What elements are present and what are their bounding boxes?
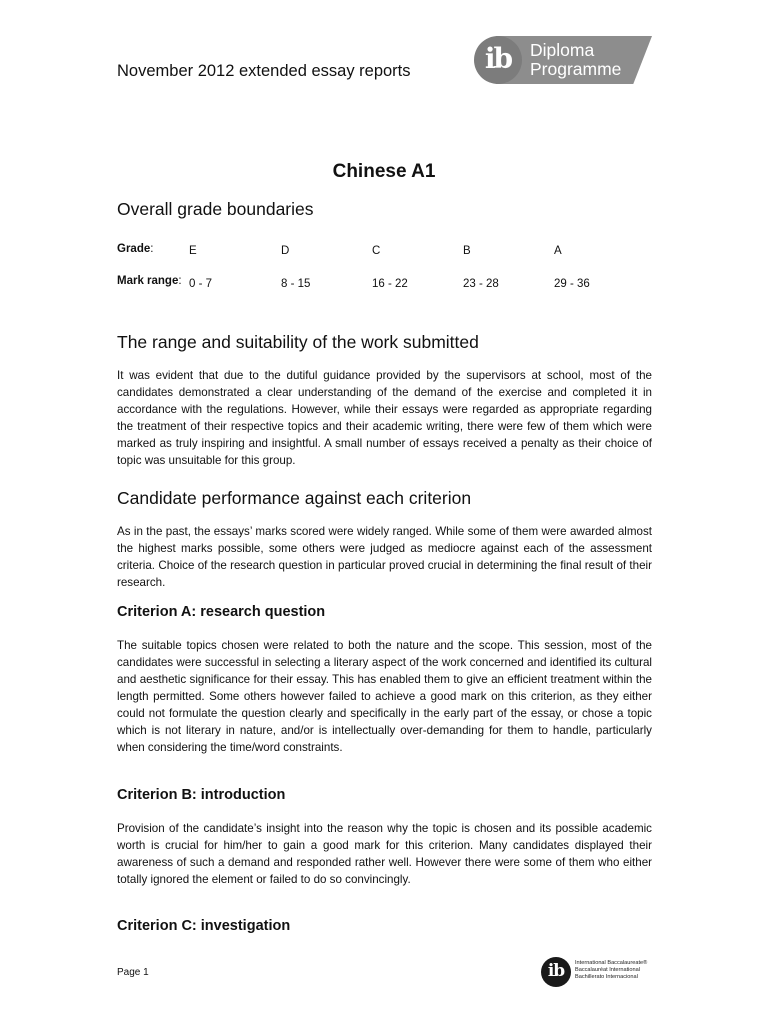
criterion-a-paragraph: The suitable topics chosen were related to both the nature and the scope. This session, most of the candidates were successful in selecting a literary aspect of the work concerned and identified its cultural and aesthetic significance for their essay. This has enabled them to give an efficient treatment within the length permitted. Some others however failed to achieve a good mark on this criterion, as they either could not formulate the question clearly and specifically in the early part of the essay, or chose a topic which is not literary in nature, and/or is intellectually over-demanding for them to handle, particularly when considering the time/word constraints.: [117, 639, 652, 754]
grade-cell: A: [554, 245, 562, 257]
mark-range-label: Mark range:: [117, 275, 182, 287]
criterion-b-paragraph: Provision of the candidate’s insight into the reason why the topic is chosen and its possible academic worth is crucial for him/her to gain a good mark for this criterion. Many candidates displayed their awareness of such a demand and responded rather well. However there were some of them who either totally ignored the element or failed to do so convincingly.: [117, 822, 652, 886]
criterion-c-heading: Criterion C: investigation: [117, 918, 291, 934]
mark-range-cell: 23 - 28: [463, 278, 499, 290]
footer-logo-line: Bachillerato Internacional: [575, 974, 638, 980]
criterion-b-heading: Criterion B: introduction: [117, 787, 286, 803]
report-header-title: November 2012 extended essay reports: [117, 62, 411, 80]
grade-label: Grade:: [117, 243, 154, 255]
footer-logo-line: International Baccalaureate®: [575, 960, 648, 966]
mark-range-cell: 29 - 36: [554, 278, 590, 290]
ib-logo-icon: ib: [474, 36, 522, 84]
logo-text-programme: Programme: [530, 59, 622, 79]
range-suitability-heading: The range and suitability of the work submitted: [117, 332, 479, 352]
document-title: Chinese A1: [332, 161, 436, 182]
logo-text-diploma: Diploma: [530, 40, 595, 60]
ib-footer-logo-icon: ib: [541, 957, 571, 987]
grade-cell: B: [463, 245, 471, 257]
range-suitability-paragraph: It was evident that due to the dutiful guidance provided by the supervisors at school, most of the candidates demonstrated a clear understanding of the demand of the exercise and completed it in accordance with the regulations. However, while their essays were regarded as appropriate regarding the treatment of their respective topics and their academic writing, there were few of them which were marked as truly inspiring and insightful. A small number of essays received a penalty as their choice of topic was unsuitable for this group.: [117, 369, 652, 467]
footer-logo-line: Baccalauréat International: [575, 967, 640, 973]
ib-diploma-programme-logo: [474, 36, 652, 84]
grade-boundaries-heading: Overall grade boundaries: [117, 199, 314, 219]
criterion-a-heading: Criterion A: research question: [117, 604, 326, 620]
grade-cell: E: [189, 245, 197, 257]
mark-range-cell: 16 - 22: [372, 278, 408, 290]
grade-cell: D: [281, 245, 290, 257]
performance-paragraph: As in the past, the essays’ marks scored were widely ranged. While some of them were awarded almost the highest marks possible, some others were judged as mediocre against each of the assessment criteria. Choice of the research question in particular proved crucial in determining the final result of their research.: [117, 525, 652, 589]
mark-range-cell: 0 - 7: [189, 278, 213, 290]
grade-cell: C: [372, 245, 381, 257]
performance-heading: Candidate performance against each criterion: [117, 488, 472, 508]
mark-range-cell: 8 - 15: [281, 278, 311, 290]
page-number: Page 1: [117, 967, 149, 978]
ib-international-baccalaureate-logo: [541, 957, 653, 989]
